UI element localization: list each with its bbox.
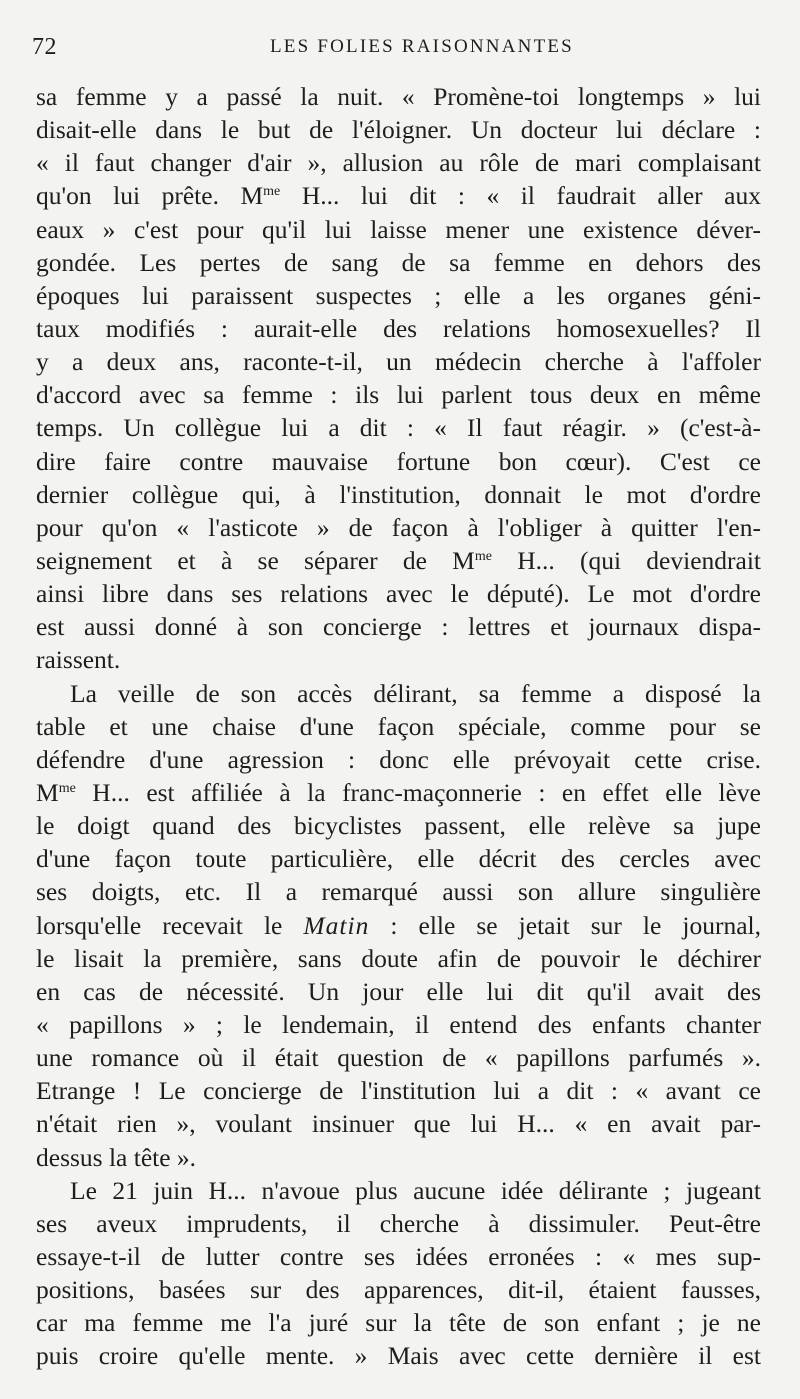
text-line — [36, 809, 761, 842]
text-line — [36, 975, 761, 1008]
line-text: y a deux ans, raconte-t-il, un médecin cherche à l'affoler — [36, 347, 761, 377]
line-text: qu'on lui prête. M — [36, 181, 264, 211]
superscript: me — [263, 184, 281, 200]
line-text: raissent. — [36, 645, 121, 675]
text-line — [36, 179, 761, 212]
line-text: eaux » c'est pour qu'il lui laisse mener une existence déver- — [36, 214, 761, 244]
text-line — [36, 1207, 761, 1240]
text-line — [36, 80, 761, 113]
italic-title: Matin — [303, 910, 370, 940]
line-text: Etrange ! Le concierge de l'institution lui a dit : « avant ce — [36, 1076, 761, 1106]
line-text: une romance où il était question de « papillons parfumés ». — [36, 1043, 761, 1073]
text-line — [36, 1174, 761, 1207]
line-text: n'était rien », voulant insinuer que lui H... « en avait par- — [36, 1109, 761, 1139]
line-text: en cas de nécessité. Un jour elle lui dit qu'il avait des — [36, 976, 761, 1006]
text-line — [36, 942, 761, 975]
text-line — [36, 1107, 761, 1140]
line-text: H... est affiliée à la franc-maçonnerie : en effet elle lève — [75, 777, 761, 807]
text-line — [36, 1074, 761, 1107]
line-text: ainsi libre dans ses relations avec le député). Le mot d'ordre — [36, 579, 761, 609]
text-line — [36, 875, 761, 908]
line-text: seignement et à se séparer de M — [36, 545, 475, 575]
line-text: le doigt quand des bicyclistes passent, elle relève sa jupe — [36, 811, 761, 841]
line-text: : elle se jetait sur le journal, — [369, 910, 761, 940]
line-text: lorsqu'elle recevait le — [36, 910, 304, 940]
line-text: dernier collègue qui, à l'institution, donnait le mot d'ordre — [36, 479, 761, 509]
line-text: gondée. Les pertes de sang de sa femme en dehors des — [36, 247, 761, 277]
text-line — [36, 1306, 761, 1339]
line-text: ses doigts, etc. Il a remarqué aussi son allure singulière — [36, 877, 761, 907]
text-line — [36, 743, 761, 776]
text-line — [36, 776, 761, 809]
text-line — [36, 478, 761, 511]
line-text: table et une chaise d'une façon spéciale, comme pour se — [36, 711, 761, 741]
line-text: M — [36, 777, 59, 807]
text-line — [36, 511, 761, 544]
text-line — [36, 279, 761, 312]
text-line — [36, 246, 761, 279]
line-text: sa femme y a passé la nuit. « Promène-toi longtemps » lui — [36, 82, 761, 111]
text-line — [36, 213, 761, 246]
line-text: temps. Un collègue lui a dit : « Il faut réagir. » (c'est-à- — [36, 413, 761, 443]
text-line — [36, 445, 761, 478]
text-line — [36, 710, 761, 743]
line-text: « papillons » ; le lendemain, il entend des enfants chanter — [36, 1009, 761, 1039]
text-line — [36, 544, 761, 577]
text-line — [36, 1041, 761, 1074]
line-text: disait-elle dans le but de l'éloigner. Un docteur lui déclare : — [36, 115, 761, 145]
line-text: Le 21 juin H... n'avoue plus aucune idée délirante ; jugeant — [70, 1175, 761, 1205]
line-text: car ma femme me l'a juré sur la tête de son enfant ; je ne — [36, 1308, 761, 1338]
line-text: d'accord avec sa femme : ils lui parlent tous deux en même — [36, 380, 761, 410]
superscript: me — [58, 780, 76, 796]
line-text: H... (qui deviendrait — [491, 545, 761, 575]
page-header — [30, 30, 770, 64]
text-line — [36, 113, 761, 146]
superscript: me — [474, 548, 492, 564]
line-text: est aussi donné à son concierge : lettres et journaux dispa- — [36, 612, 761, 642]
line-text: d'une façon toute particulière, elle décrit des cercles avec — [36, 844, 761, 874]
text-line — [36, 146, 761, 179]
text-line — [36, 677, 761, 710]
running-title: LES FOLIES RAISONNANTES — [270, 36, 574, 57]
text-line — [36, 842, 761, 875]
line-text: dire faire contre mauvaise fortune bon cœur). C'est ce — [36, 446, 761, 476]
line-text: pour qu'on « l'asticote » de façon à l'obliger à quitter l'en- — [36, 512, 761, 542]
line-text: H... lui dit : « il faudrait aller aux — [280, 181, 761, 211]
text-line — [36, 411, 761, 444]
line-text: « il faut changer d'air », allusion au rôle de mari complaisant — [36, 148, 761, 178]
line-text: époques lui paraissent suspectes ; elle a les organes géni- — [36, 280, 761, 310]
text-line — [36, 643, 761, 676]
text-line — [36, 610, 761, 643]
text-line — [36, 1240, 761, 1273]
line-text: essaye-t-il de lutter contre ses idées erronées : « mes sup- — [36, 1241, 761, 1271]
line-text: le lisait la première, sans doute afin de pouvoir le déchirer — [36, 943, 761, 973]
page-number: 72 — [32, 34, 57, 60]
line-text: puis croire qu'elle mente. » Mais avec cette dernière il est — [36, 1341, 761, 1371]
line-text: dessus la tête ». — [36, 1142, 197, 1172]
text-line — [36, 1008, 761, 1041]
text-line — [36, 1141, 761, 1174]
text-line — [36, 378, 761, 411]
line-text: taux modifiés : aurait-elle des relations homosexuelles? Il — [36, 313, 761, 343]
text-line — [36, 909, 761, 942]
line-text: La veille de son accès délirant, sa femme a disposé la — [70, 678, 761, 708]
line-text: défendre d'une agression : donc elle prévoyait cette crise. — [36, 744, 761, 774]
text-line — [36, 577, 761, 610]
text-line — [36, 345, 761, 378]
text-line — [36, 1339, 761, 1372]
body-text — [36, 80, 761, 1372]
text-line — [36, 1273, 761, 1306]
line-text: positions, basées sur des apparences, dit-il, étaient fausses, — [36, 1275, 761, 1305]
line-text: ses aveux imprudents, il cherche à dissimuler. Peut-être — [36, 1208, 761, 1238]
text-line — [36, 312, 761, 345]
